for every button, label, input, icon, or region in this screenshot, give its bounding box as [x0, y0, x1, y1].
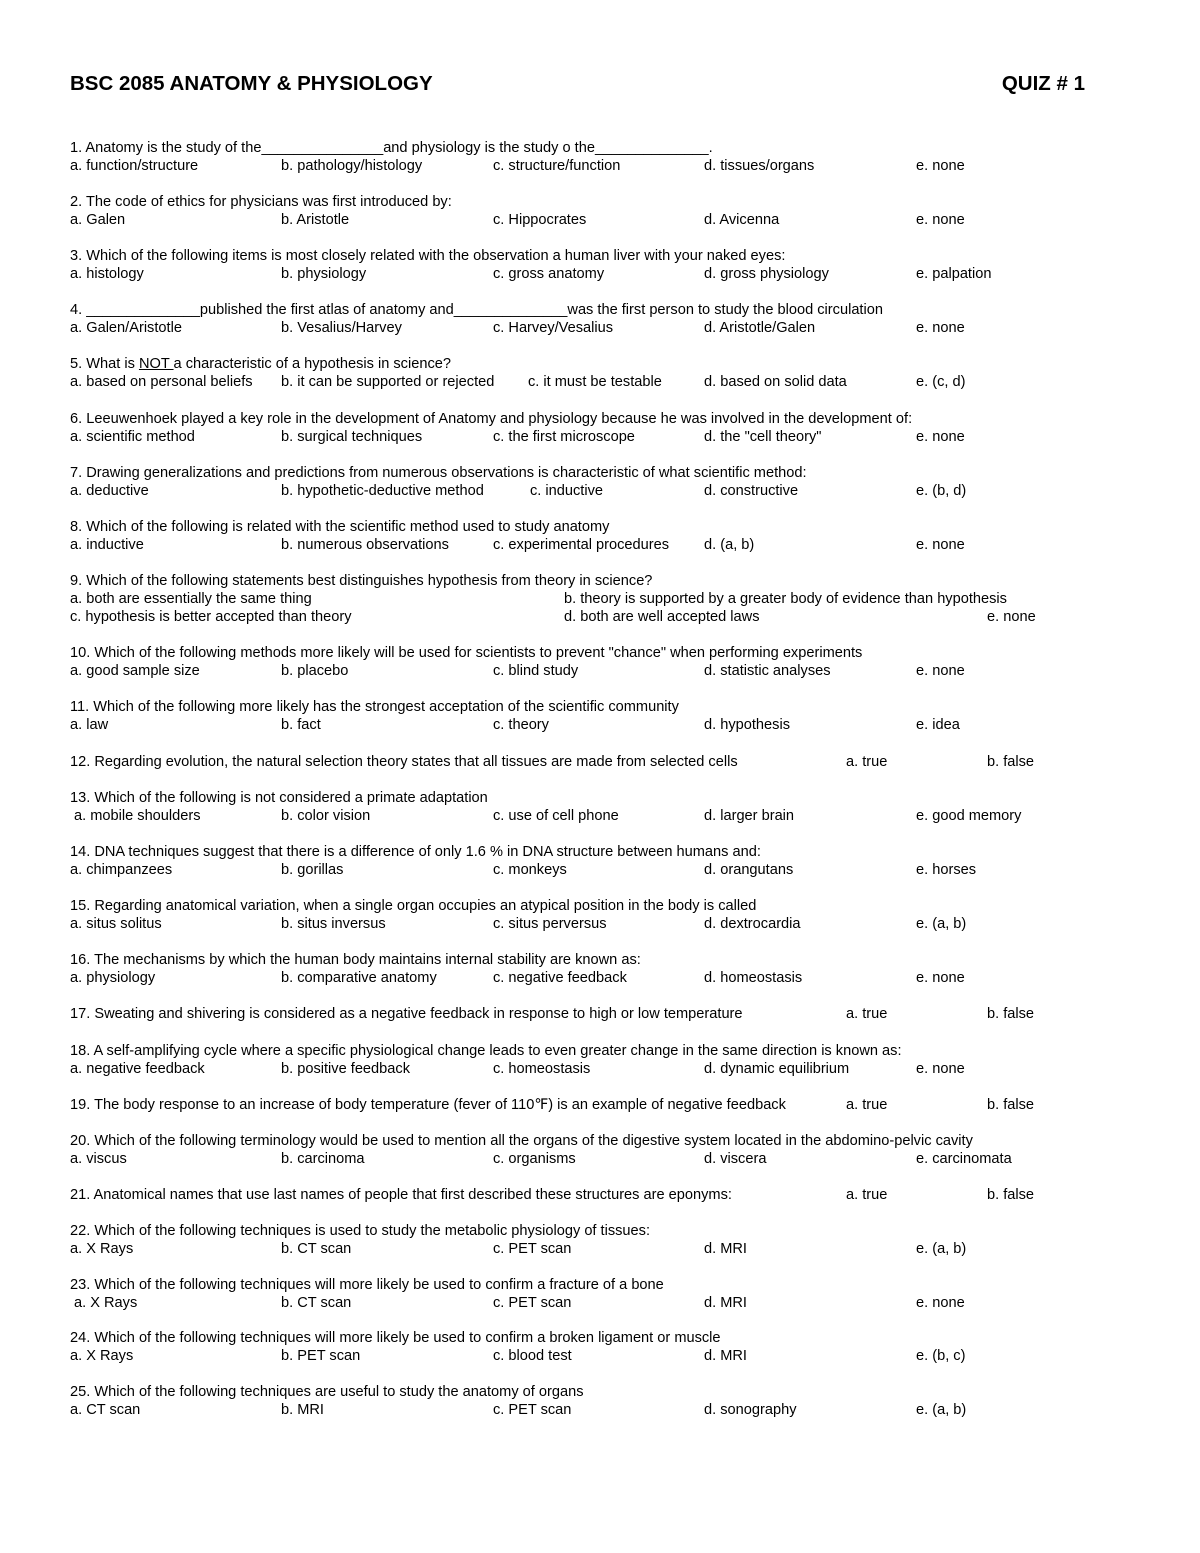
question-19 [70, 1096, 1070, 1114]
option-b: b. PET scan [281, 1348, 361, 1364]
option-c: c. Hippocrates [493, 212, 587, 228]
question-stem [70, 355, 1070, 373]
question-stem: 12. Regarding evolution, the natural selection theory states that all tissues are made from selected cells [70, 754, 738, 770]
option-e: e. idea [916, 717, 960, 733]
option-c: c. organisms [493, 1151, 576, 1167]
question-6 [70, 410, 1070, 446]
option-a: a. negative feedback [70, 1061, 205, 1077]
option-c: c. it must be testable [528, 374, 662, 390]
option-e: e. (b, d) [916, 483, 967, 499]
question-stem: 3. Which of the following items is most closely related with the observation a human liver with your naked eyes: [70, 248, 786, 264]
option-a: a. situs solitus [70, 916, 162, 932]
answer-options [70, 1150, 1070, 1168]
option-c: c. PET scan [493, 1402, 572, 1418]
option-b: b. comparative anatomy [281, 970, 437, 986]
option-d: d. Avicenna [704, 212, 780, 228]
option-e: e. (a, b) [916, 916, 967, 932]
question-10 [70, 644, 1070, 680]
question-3 [70, 247, 1070, 283]
option-a: a. X Rays [70, 1348, 134, 1364]
question-stem: 7. Drawing generalizations and predictions from numerous observations is characteristic of what scientific method: [70, 465, 807, 481]
question-stem: 23. Which of the following techniques will more likely be used to confirm a fracture of a bone [70, 1277, 664, 1293]
question-stem: 25. Which of the following techniques are useful to study the anatomy of organs [70, 1384, 584, 1400]
question-13 [70, 789, 1070, 825]
option-c: c. monkeys [493, 862, 567, 878]
answer-options [70, 373, 1070, 391]
option-d: d. constructive [704, 483, 799, 499]
option-b: b. false [987, 754, 1035, 770]
option-a: a. true [846, 1187, 888, 1203]
question-20 [70, 1132, 1070, 1168]
option-d: d. MRI [704, 1295, 747, 1311]
option-a: a. good sample size [70, 663, 200, 679]
option-b: b. hypothetic-deductive method [281, 483, 484, 499]
option-d: d. MRI [704, 1241, 747, 1257]
answer-options [70, 1401, 1070, 1419]
question-4 [70, 301, 1070, 337]
question-stem: 13. Which of the following is not considered a primate adaptation [70, 790, 488, 806]
answer-options [70, 915, 1070, 933]
option-c: c. the first microscope [493, 429, 635, 445]
question-stem: 17. Sweating and shivering is considered as a negative feedback in response to high or low temperature [70, 1006, 743, 1022]
question-stem: 2. The code of ethics for physicians was first introduced by: [70, 194, 452, 210]
option-c: c. negative feedback [493, 970, 627, 986]
option-a: a. histology [70, 266, 144, 282]
option-b: b. false [987, 1097, 1035, 1113]
option-b: b. Vesalius/Harvey [281, 320, 402, 336]
answer-options [70, 265, 1070, 283]
option-a: a. inductive [70, 537, 144, 553]
option-d: d. orangutans [704, 862, 794, 878]
option-e: e. (a, b) [916, 1402, 967, 1418]
option-e: e. horses [916, 862, 977, 878]
question-23 [70, 1276, 1070, 1312]
option-b: b. color vision [281, 808, 371, 824]
question-stem: 11. Which of the following more likely has the strongest acceptation of the scientific community [70, 699, 679, 715]
option-a: a. scientific method [70, 429, 195, 445]
option-d: d. based on solid data [704, 374, 847, 390]
option-e: e. none [916, 429, 965, 445]
option-d: d. viscera [704, 1151, 767, 1167]
option-c: c. theory [493, 717, 549, 733]
option-b: b. carcinoma [281, 1151, 365, 1167]
question-11 [70, 698, 1070, 734]
option-a: a. CT scan [70, 1402, 141, 1418]
emphasis-not: NOT [138, 356, 174, 372]
option-a: a. Galen [70, 212, 126, 228]
option-e: e. palpation [916, 266, 992, 282]
question-24 [70, 1329, 1070, 1365]
option-a: a. chimpanzees [70, 862, 173, 878]
question-stem: 6. Leeuwenhoek played a key role in the development of Anatomy and physiology because he was involved in the development of: [70, 411, 913, 427]
option-c: c. experimental procedures [493, 537, 670, 553]
question-17 [70, 1005, 1070, 1023]
option-c: c. PET scan [493, 1241, 572, 1257]
question-5 [70, 355, 1070, 391]
question-stem: 10. Which of the following methods more likely will be used for scientists to prevent "chance" when performing experiments [70, 645, 863, 661]
option-d: d. (a, b) [704, 537, 755, 553]
option-b: b. gorillas [281, 862, 344, 878]
option-d: d. Aristotle/Galen [704, 320, 816, 336]
option-e: e. carcinomata [916, 1151, 1012, 1167]
option-a: a. law [70, 717, 109, 733]
answer-options [70, 1347, 1070, 1365]
option-c: c. blood test [493, 1348, 572, 1364]
option-b: b. it can be supported or rejected [281, 374, 495, 390]
question-15 [70, 897, 1070, 933]
option-b: b. surgical techniques [281, 429, 423, 445]
option-d: d. homeostasis [704, 970, 803, 986]
question-12 [70, 753, 1070, 771]
option-a: a. X Rays [70, 1241, 134, 1257]
answer-options [70, 482, 1070, 500]
question-25 [70, 1383, 1070, 1419]
option-a: a. function/structure [70, 158, 199, 174]
quiz-number: QUIZ # 1 [1001, 72, 1085, 95]
option-a: a. Galen/Aristotle [70, 320, 182, 336]
question-22 [70, 1222, 1070, 1258]
option-e: e. none [916, 158, 965, 174]
option-c: c. structure/function [493, 158, 621, 174]
option-e: e. good memory [916, 808, 1022, 824]
question-line [70, 1005, 1070, 1023]
option-b: b. MRI [281, 1402, 324, 1418]
question-14 [70, 843, 1070, 879]
question-line [70, 1186, 1070, 1204]
option-d: d. larger brain [704, 808, 795, 824]
option-a: a. true [846, 1097, 888, 1113]
option-b: b. Aristotle [281, 212, 350, 228]
answer-options [70, 1294, 1070, 1312]
option-e: e. none [916, 1295, 965, 1311]
option-d: d. hypothesis [704, 717, 790, 733]
option-d: d. dextrocardia [704, 916, 801, 932]
course-title: BSC 2085 ANATOMY & PHYSIOLOGY [70, 72, 433, 95]
option-b: b. CT scan [281, 1295, 352, 1311]
answer-options [70, 590, 1070, 608]
option-b: b. fact [281, 717, 321, 733]
question-7 [70, 464, 1070, 500]
option-a: a. mobile shoulders [74, 808, 201, 824]
question-stem: 14. DNA techniques suggest that there is a difference of only 1.6 % in DNA structure between humans and: [70, 844, 761, 860]
question-9 [70, 572, 1070, 626]
question-stem: 1. Anatomy is the study of the_______________and physiology is the study o the______________. [70, 140, 713, 156]
question-stem: 22. Which of the following techniques is used to study the metabolic physiology of tissues: [70, 1223, 651, 1239]
question-8 [70, 518, 1070, 554]
option-b: b. positive feedback [281, 1061, 410, 1077]
option-c: c. blind study [493, 663, 579, 679]
option-d: d. gross physiology [704, 266, 829, 282]
option-e: e. (c, d) [916, 374, 966, 390]
option-e: e. none [916, 970, 965, 986]
option-b: b. placebo [281, 663, 349, 679]
question-stem: 19. The body response to an increase of body temperature (fever of 110℉) is an example of negative feedback [70, 1097, 786, 1113]
question-stem: 18. A self-amplifying cycle where a specific physiological change leads to even greater change in the same direction is known as: [70, 1043, 902, 1059]
option-e: e. none [916, 320, 965, 336]
option-b: b. pathology/histology [281, 158, 423, 174]
answer-options [70, 1060, 1070, 1078]
option-a: a. viscus [70, 1151, 127, 1167]
option-d: d. statistic analyses [704, 663, 831, 679]
option-a: a. physiology [70, 970, 156, 986]
option-a: a. both are essentially the same thing [70, 591, 312, 607]
question-2 [70, 193, 1070, 229]
answer-options [70, 157, 1070, 175]
option-b: b. situs inversus [281, 916, 386, 932]
option-d: d. MRI [704, 1348, 747, 1364]
question-21 [70, 1186, 1070, 1204]
option-e: e. none [916, 663, 965, 679]
answer-options [70, 807, 1070, 825]
question-stem: 9. Which of the following statements best distinguishes hypothesis from theory in science? [70, 573, 653, 589]
option-b: b. CT scan [281, 1241, 352, 1257]
option-d: d. the "cell theory" [704, 429, 822, 445]
answer-options [70, 861, 1070, 879]
option-a: a. X Rays [74, 1295, 138, 1311]
option-c: c. PET scan [493, 1295, 572, 1311]
option-e: e. none [916, 1061, 965, 1077]
option-b: b. false [987, 1006, 1035, 1022]
option-a: a. deductive [70, 483, 149, 499]
option-d: d. tissues/organs [704, 158, 815, 174]
question-stem: 20. Which of the following terminology would be used to mention all the organs of the digestive system located in the abdomino-pelvic cavity [70, 1133, 973, 1149]
option-c: c. hypothesis is better accepted than theory [70, 609, 352, 625]
option-e: e. (a, b) [916, 1241, 967, 1257]
answer-options [70, 319, 1070, 337]
answer-options [70, 608, 1070, 626]
option-b: b. false [987, 1187, 1035, 1203]
option-b: b. theory is supported by a greater body of evidence than hypothesis [564, 591, 1007, 607]
option-d: d. sonography [704, 1402, 797, 1418]
option-b: b. physiology [281, 266, 367, 282]
option-c: c. Harvey/Vesalius [493, 320, 614, 336]
page-header [70, 72, 1085, 102]
option-c: c. homeostasis [493, 1061, 591, 1077]
question-stem: 15. Regarding anatomical variation, when a single organ occupies an atypical position in the body is called [70, 898, 757, 914]
option-e: e. (b, c) [916, 1348, 966, 1364]
option-d: d. dynamic equilibrium [704, 1061, 850, 1077]
answer-options [70, 662, 1070, 680]
question-18 [70, 1042, 1070, 1078]
question-stem: 21. Anatomical names that use last names of people that first described these structures are eponyms: [70, 1187, 732, 1203]
question-stem: 16. The mechanisms by which the human body maintains internal stability are known as: [70, 952, 641, 968]
question-16 [70, 951, 1070, 987]
question-1 [70, 139, 1070, 175]
option-b: b. numerous observations [281, 537, 449, 553]
option-a: a. based on personal beliefs [70, 374, 253, 390]
option-e: e. none [916, 537, 965, 553]
stem-text: a characteristic of a hypothesis in science? [173, 356, 451, 372]
question-stem: 4. ______________published the first atlas of anatomy and______________was the first person to study the blood circulation [70, 302, 883, 318]
question-line [70, 753, 1070, 771]
answer-options [70, 716, 1070, 734]
answer-options [70, 428, 1070, 446]
question-stem: 24. Which of the following techniques will more likely be used to confirm a broken ligament or muscle [70, 1330, 721, 1346]
option-e: e. none [987, 609, 1036, 625]
option-a: a. true [846, 754, 888, 770]
option-c: c. gross anatomy [493, 266, 605, 282]
option-c: c. situs perversus [493, 916, 607, 932]
option-d: d. both are well accepted laws [564, 609, 760, 625]
answer-options [70, 211, 1070, 229]
option-e: e. none [916, 212, 965, 228]
answer-options [70, 1240, 1070, 1258]
stem-text: 5. What is [70, 356, 139, 372]
option-c: c. use of cell phone [493, 808, 619, 824]
question-stem: 8. Which of the following is related with the scientific method used to study anatomy [70, 519, 610, 535]
question-line [70, 1096, 1070, 1114]
answer-options [70, 969, 1070, 987]
option-a: a. true [846, 1006, 888, 1022]
option-c: c. inductive [530, 483, 604, 499]
answer-options [70, 536, 1070, 554]
